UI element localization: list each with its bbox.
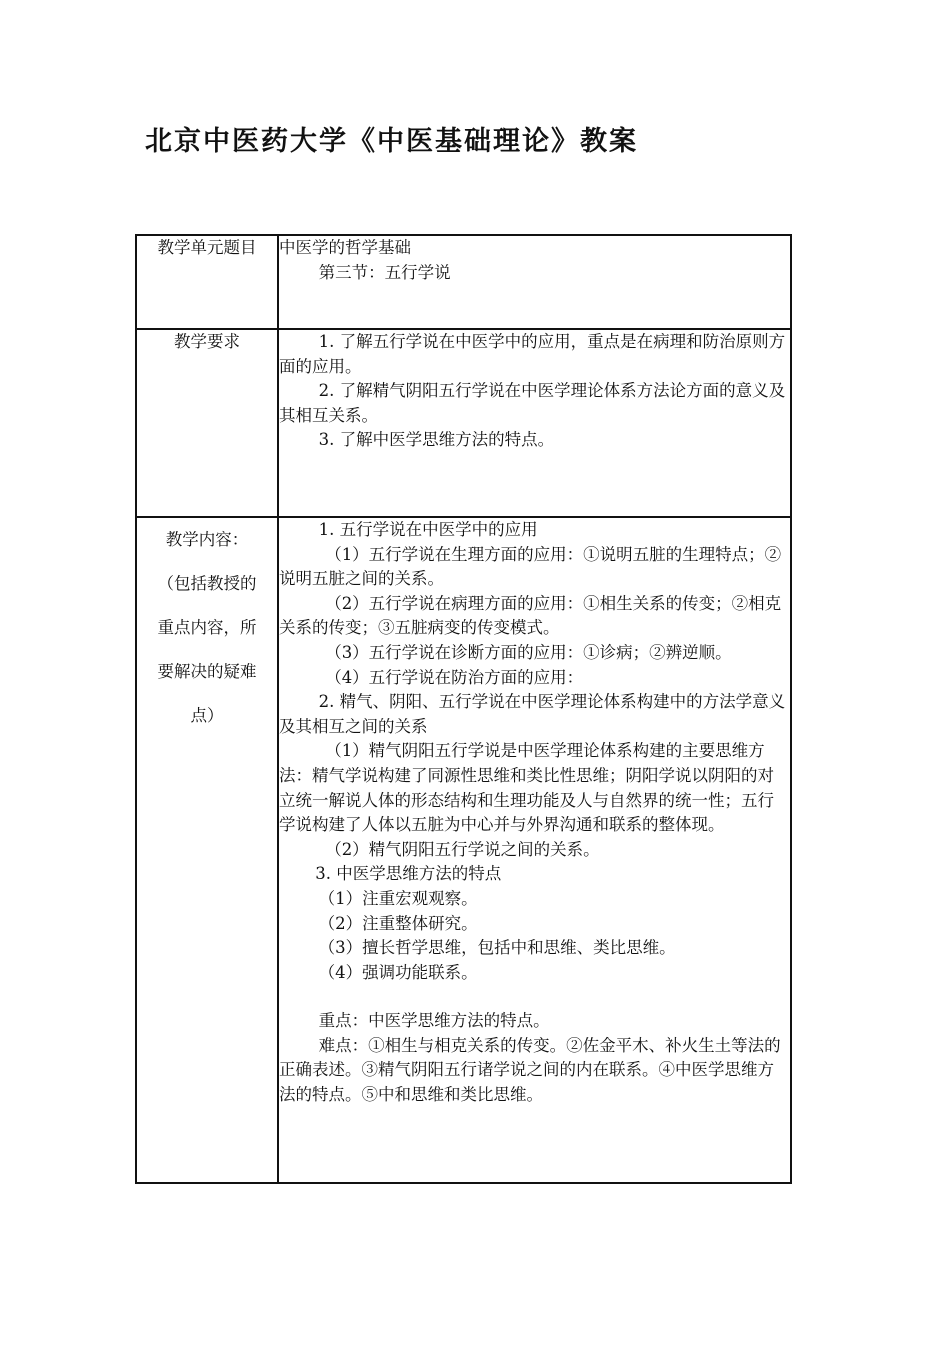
content-main <box>278 517 791 1183</box>
document-title: 北京中医药大学《中医基础理论》教案 <box>145 126 638 157</box>
difficult-points: 难点：①相生与相克关系的传变。②佐金平木、补火生土等法的正确表述。③精气阴阳五行诸学说之间的内在联系。④中医学思维方法的特点。⑤中和思维和类比思维。 <box>279 1035 781 1105</box>
content-item: （2）五行学说在病理方面的应用：①相生关系的传变；②相克关系的传变；③五脏病变的传变模式。 <box>279 593 782 638</box>
label-unit-topic: 教学单元题目 <box>136 235 278 329</box>
section-heading: 2. 精气、阴阳、五行学说在中医学理论体系构建中的方法学意义及其相互之间的关系 <box>279 692 786 736</box>
requirement-item: 2. 了解精气阴阳五行学说在中医学理论体系方法论方面的意义及其相互关系。 <box>279 381 786 425</box>
label-content-line: 要解决的疑难 <box>157 662 257 681</box>
section-heading: 1. 五行学说在中医学中的应用 <box>318 520 538 539</box>
content-item: （4）强调功能联系。 <box>318 962 478 982</box>
key-points: 重点：中医学思维方法的特点。 <box>318 1011 550 1031</box>
content-item: （3）擅长哲学思维，包括中和思维、类比思维。 <box>318 938 676 958</box>
label-content-line: 重点内容，所 <box>157 618 257 637</box>
content-requirements <box>278 329 791 517</box>
table-row-content <box>136 517 791 1183</box>
label-content-line: 教学内容： <box>165 530 249 549</box>
label-content-line: 点） <box>190 706 224 725</box>
requirement-item: 1. 了解五行学说在中医学中的应用，重点是在病理和防治原则方面的应用。 <box>279 332 786 376</box>
table-row-unit-topic <box>136 235 791 329</box>
unit-section: 第三节：五行学说 <box>318 262 451 282</box>
content-unit-topic <box>278 235 791 329</box>
content-item: （2）精气阴阳五行学说之间的关系。 <box>325 839 600 859</box>
content-item: （4）五行学说在防治方面的应用： <box>325 667 584 687</box>
requirement-item: 3. 了解中医学思维方法的特点。 <box>318 430 555 450</box>
lesson-plan-table <box>135 234 792 1184</box>
unit-chapter: 中医学的哲学基础 <box>279 238 411 257</box>
content-item: （2）注重整体研究。 <box>318 913 478 933</box>
content-item: （1）注重宏观观察。 <box>318 888 478 908</box>
table-row-requirements <box>136 329 791 517</box>
label-content-line: （包括教授的 <box>157 574 257 593</box>
section-heading: 3. 中医学思维方法的特点 <box>315 864 502 884</box>
spacer <box>279 985 790 1009</box>
content-item: （3）五行学说在诊断方面的应用：①诊病；②辨逆顺。 <box>325 642 732 662</box>
content-item: （1）精气阴阳五行学说是中医学理论体系构建的主要思维方法：精气学说构建了同源性思维和类比性思维；阴阳学说以阴阳的对立统一解说人体的形态结构和生理功能及人与自然界的统一性；五行学说构建了人体以五脏为中心并与外界沟通和联系的整体现。 <box>279 741 774 835</box>
content-item: （1）五行学说在生理方面的应用：①说明五脏的生理特点；②说明五脏之间的关系。 <box>279 544 782 589</box>
label-content <box>136 517 278 1183</box>
label-requirements: 教学要求 <box>136 329 278 517</box>
